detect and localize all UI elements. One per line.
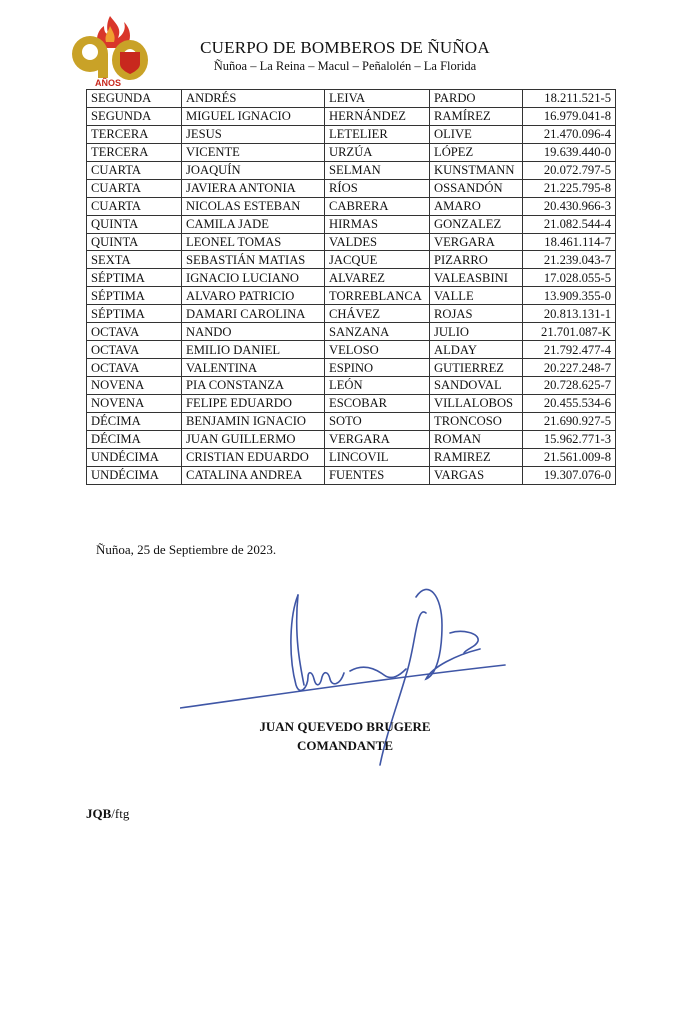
table-row <box>87 323 616 341</box>
first-names-cell: CRISTIAN EDUARDO <box>182 448 325 466</box>
rut-cell: 16.979.041-8 <box>523 107 616 125</box>
company-cell: DÉCIMA <box>87 430 182 448</box>
rut-cell: 19.307.076-0 <box>523 466 616 484</box>
anniversary-logo <box>60 14 156 90</box>
first-names-cell: CATALINA ANDREA <box>182 466 325 484</box>
rut-cell: 21.470.096-4 <box>523 125 616 143</box>
first-names-cell: JUAN GUILLERMO <box>182 430 325 448</box>
maternal-surname-cell: VERGARA <box>430 233 523 251</box>
maternal-surname-cell: ALDAY <box>430 341 523 359</box>
paternal-surname-cell: HIRMAS <box>325 215 430 233</box>
paternal-surname-cell: LEIVA <box>325 90 430 108</box>
first-names-cell: NICOLAS ESTEBAN <box>182 197 325 215</box>
rut-cell: 21.561.009-8 <box>523 448 616 466</box>
maternal-surname-cell: VARGAS <box>430 466 523 484</box>
first-names-cell: IGNACIO LUCIANO <box>182 269 325 287</box>
first-names-cell: VICENTE <box>182 143 325 161</box>
table-row <box>87 412 616 430</box>
table-row <box>87 125 616 143</box>
company-cell: DÉCIMA <box>87 412 182 430</box>
maternal-surname-cell: PARDO <box>430 90 523 108</box>
company-cell: CUARTA <box>87 197 182 215</box>
rut-cell: 13.909.355-0 <box>523 287 616 305</box>
organization-communes: Ñuñoa – La Reina – Macul – Peñalolén – La Florida <box>213 59 477 73</box>
table-row <box>87 90 616 108</box>
rut-cell: 17.028.055-5 <box>523 269 616 287</box>
company-cell: QUINTA <box>87 233 182 251</box>
rut-cell: 21.792.477-4 <box>523 341 616 359</box>
organization-title: CUERPO DE BOMBEROS DE ÑUÑOA <box>200 38 490 57</box>
maternal-surname-cell: GUTIERREZ <box>430 359 523 377</box>
table-row <box>87 394 616 412</box>
company-cell: CUARTA <box>87 179 182 197</box>
table-row <box>87 107 616 125</box>
maternal-surname-cell: OSSANDÓN <box>430 179 523 197</box>
paternal-surname-cell: TORREBLANCA <box>325 287 430 305</box>
table-row <box>87 161 616 179</box>
signer-role: COMANDANTE <box>296 738 394 753</box>
rut-cell: 20.455.534-6 <box>523 394 616 412</box>
rut-cell: 20.813.131-1 <box>523 305 616 323</box>
paternal-surname-cell: ESCOBAR <box>325 394 430 412</box>
first-names-cell: ANDRÉS <box>182 90 325 108</box>
paternal-surname-cell: FUENTES <box>325 466 430 484</box>
paternal-surname-cell: SANZANA <box>325 323 430 341</box>
maternal-surname-cell: VALEASBINI <box>430 269 523 287</box>
maternal-surname-cell: RAMIREZ <box>430 448 523 466</box>
table-row <box>87 430 616 448</box>
first-names-cell: JAVIERA ANTONIA <box>182 179 325 197</box>
reference-initials <box>86 806 129 822</box>
paternal-surname-cell: VERGARA <box>325 430 430 448</box>
company-cell: OCTAVA <box>87 341 182 359</box>
first-names-cell: ALVARO PATRICIO <box>182 287 325 305</box>
first-names-cell: NANDO <box>182 323 325 341</box>
first-names-cell: EMILIO DANIEL <box>182 341 325 359</box>
table-row <box>87 448 616 466</box>
typist-initials: /ftg <box>111 806 130 821</box>
rut-cell: 21.690.927-5 <box>523 412 616 430</box>
maternal-surname-cell: OLIVE <box>430 125 523 143</box>
paternal-surname-cell: VALDES <box>325 233 430 251</box>
company-cell: UNDÉCIMA <box>87 466 182 484</box>
rut-cell: 20.072.797-5 <box>523 161 616 179</box>
company-cell: SÉPTIMA <box>87 269 182 287</box>
table-row <box>87 305 616 323</box>
company-cell: NOVENA <box>87 394 182 412</box>
first-names-cell: DAMARI CAROLINA <box>182 305 325 323</box>
company-cell: SÉPTIMA <box>87 305 182 323</box>
maternal-surname-cell: VILLALOBOS <box>430 394 523 412</box>
first-names-cell: SEBASTIÁN MATIAS <box>182 251 325 269</box>
maternal-surname-cell: SANDOVAL <box>430 377 523 395</box>
rut-cell: 18.211.521-5 <box>523 90 616 108</box>
table-row <box>87 179 616 197</box>
company-cell: OCTAVA <box>87 359 182 377</box>
maternal-surname-cell: PIZARRO <box>430 251 523 269</box>
table-row <box>87 341 616 359</box>
table-row <box>87 466 616 484</box>
signer-name: JUAN QUEVEDO BRUGERE <box>259 719 431 734</box>
maternal-surname-cell: ROJAS <box>430 305 523 323</box>
paternal-surname-cell: LEÓN <box>325 377 430 395</box>
signature-block <box>200 717 490 755</box>
company-cell: SEXTA <box>87 251 182 269</box>
rut-cell: 20.227.248-7 <box>523 359 616 377</box>
maternal-surname-cell: GONZALEZ <box>430 215 523 233</box>
rut-cell: 18.461.114-7 <box>523 233 616 251</box>
maternal-surname-cell: RAMÍREZ <box>430 107 523 125</box>
paternal-surname-cell: VELOSO <box>325 341 430 359</box>
company-cell: TERCERA <box>87 125 182 143</box>
paternal-surname-cell: LINCOVIL <box>325 448 430 466</box>
roster-table <box>86 89 616 485</box>
company-cell: QUINTA <box>87 215 182 233</box>
paternal-surname-cell: LETELIER <box>325 125 430 143</box>
first-names-cell: VALENTINA <box>182 359 325 377</box>
paternal-surname-cell: JACQUE <box>325 251 430 269</box>
company-cell: SEGUNDA <box>87 90 182 108</box>
paternal-surname-cell: CHÁVEZ <box>325 305 430 323</box>
place-and-date: Ñuñoa, 25 de Septiembre de 2023. <box>96 542 277 557</box>
company-cell: NOVENA <box>87 377 182 395</box>
first-names-cell: JOAQUÍN <box>182 161 325 179</box>
paternal-surname-cell: RÍOS <box>325 179 430 197</box>
paternal-surname-cell: ESPINO <box>325 359 430 377</box>
rut-cell: 15.962.771-3 <box>523 430 616 448</box>
table-row <box>87 215 616 233</box>
company-cell: CUARTA <box>87 161 182 179</box>
company-cell: SEGUNDA <box>87 107 182 125</box>
company-cell: SÉPTIMA <box>87 287 182 305</box>
letterhead <box>160 38 530 74</box>
paternal-surname-cell: SOTO <box>325 412 430 430</box>
table-row <box>87 143 616 161</box>
maternal-surname-cell: TRONCOSO <box>430 412 523 430</box>
company-cell: TERCERA <box>87 143 182 161</box>
paternal-surname-cell: URZÚA <box>325 143 430 161</box>
author-initials: JQB <box>86 806 112 821</box>
first-names-cell: BENJAMIN IGNACIO <box>182 412 325 430</box>
table-row <box>87 233 616 251</box>
company-cell: OCTAVA <box>87 323 182 341</box>
first-names-cell: PIA CONSTANZA <box>182 377 325 395</box>
company-cell: UNDÉCIMA <box>87 448 182 466</box>
first-names-cell: FELIPE EDUARDO <box>182 394 325 412</box>
rut-cell: 20.430.966-3 <box>523 197 616 215</box>
rut-cell: 20.728.625-7 <box>523 377 616 395</box>
maternal-surname-cell: AMARO <box>430 197 523 215</box>
table-row <box>87 269 616 287</box>
maternal-surname-cell: VALLE <box>430 287 523 305</box>
maternal-surname-cell: JULIO <box>430 323 523 341</box>
rut-cell: 21.701.087-K <box>523 323 616 341</box>
table-row <box>87 287 616 305</box>
paternal-surname-cell: HERNÁNDEZ <box>325 107 430 125</box>
maternal-surname-cell: ROMAN <box>430 430 523 448</box>
svg-text:AÑOS: AÑOS <box>94 78 122 88</box>
rut-cell: 21.225.795-8 <box>523 179 616 197</box>
paternal-surname-cell: ALVAREZ <box>325 269 430 287</box>
paternal-surname-cell: CABRERA <box>325 197 430 215</box>
first-names-cell: LEONEL TOMAS <box>182 233 325 251</box>
table-row <box>87 377 616 395</box>
maternal-surname-cell: KUNSTMANN <box>430 161 523 179</box>
first-names-cell: JESUS <box>182 125 325 143</box>
table-row <box>87 359 616 377</box>
table-row <box>87 251 616 269</box>
paternal-surname-cell: SELMAN <box>325 161 430 179</box>
rut-cell: 19.639.440-0 <box>523 143 616 161</box>
table-row <box>87 197 616 215</box>
maternal-surname-cell: LÓPEZ <box>430 143 523 161</box>
first-names-cell: CAMILA JADE <box>182 215 325 233</box>
rut-cell: 21.239.043-7 <box>523 251 616 269</box>
first-names-cell: MIGUEL IGNACIO <box>182 107 325 125</box>
rut-cell: 21.082.544-4 <box>523 215 616 233</box>
